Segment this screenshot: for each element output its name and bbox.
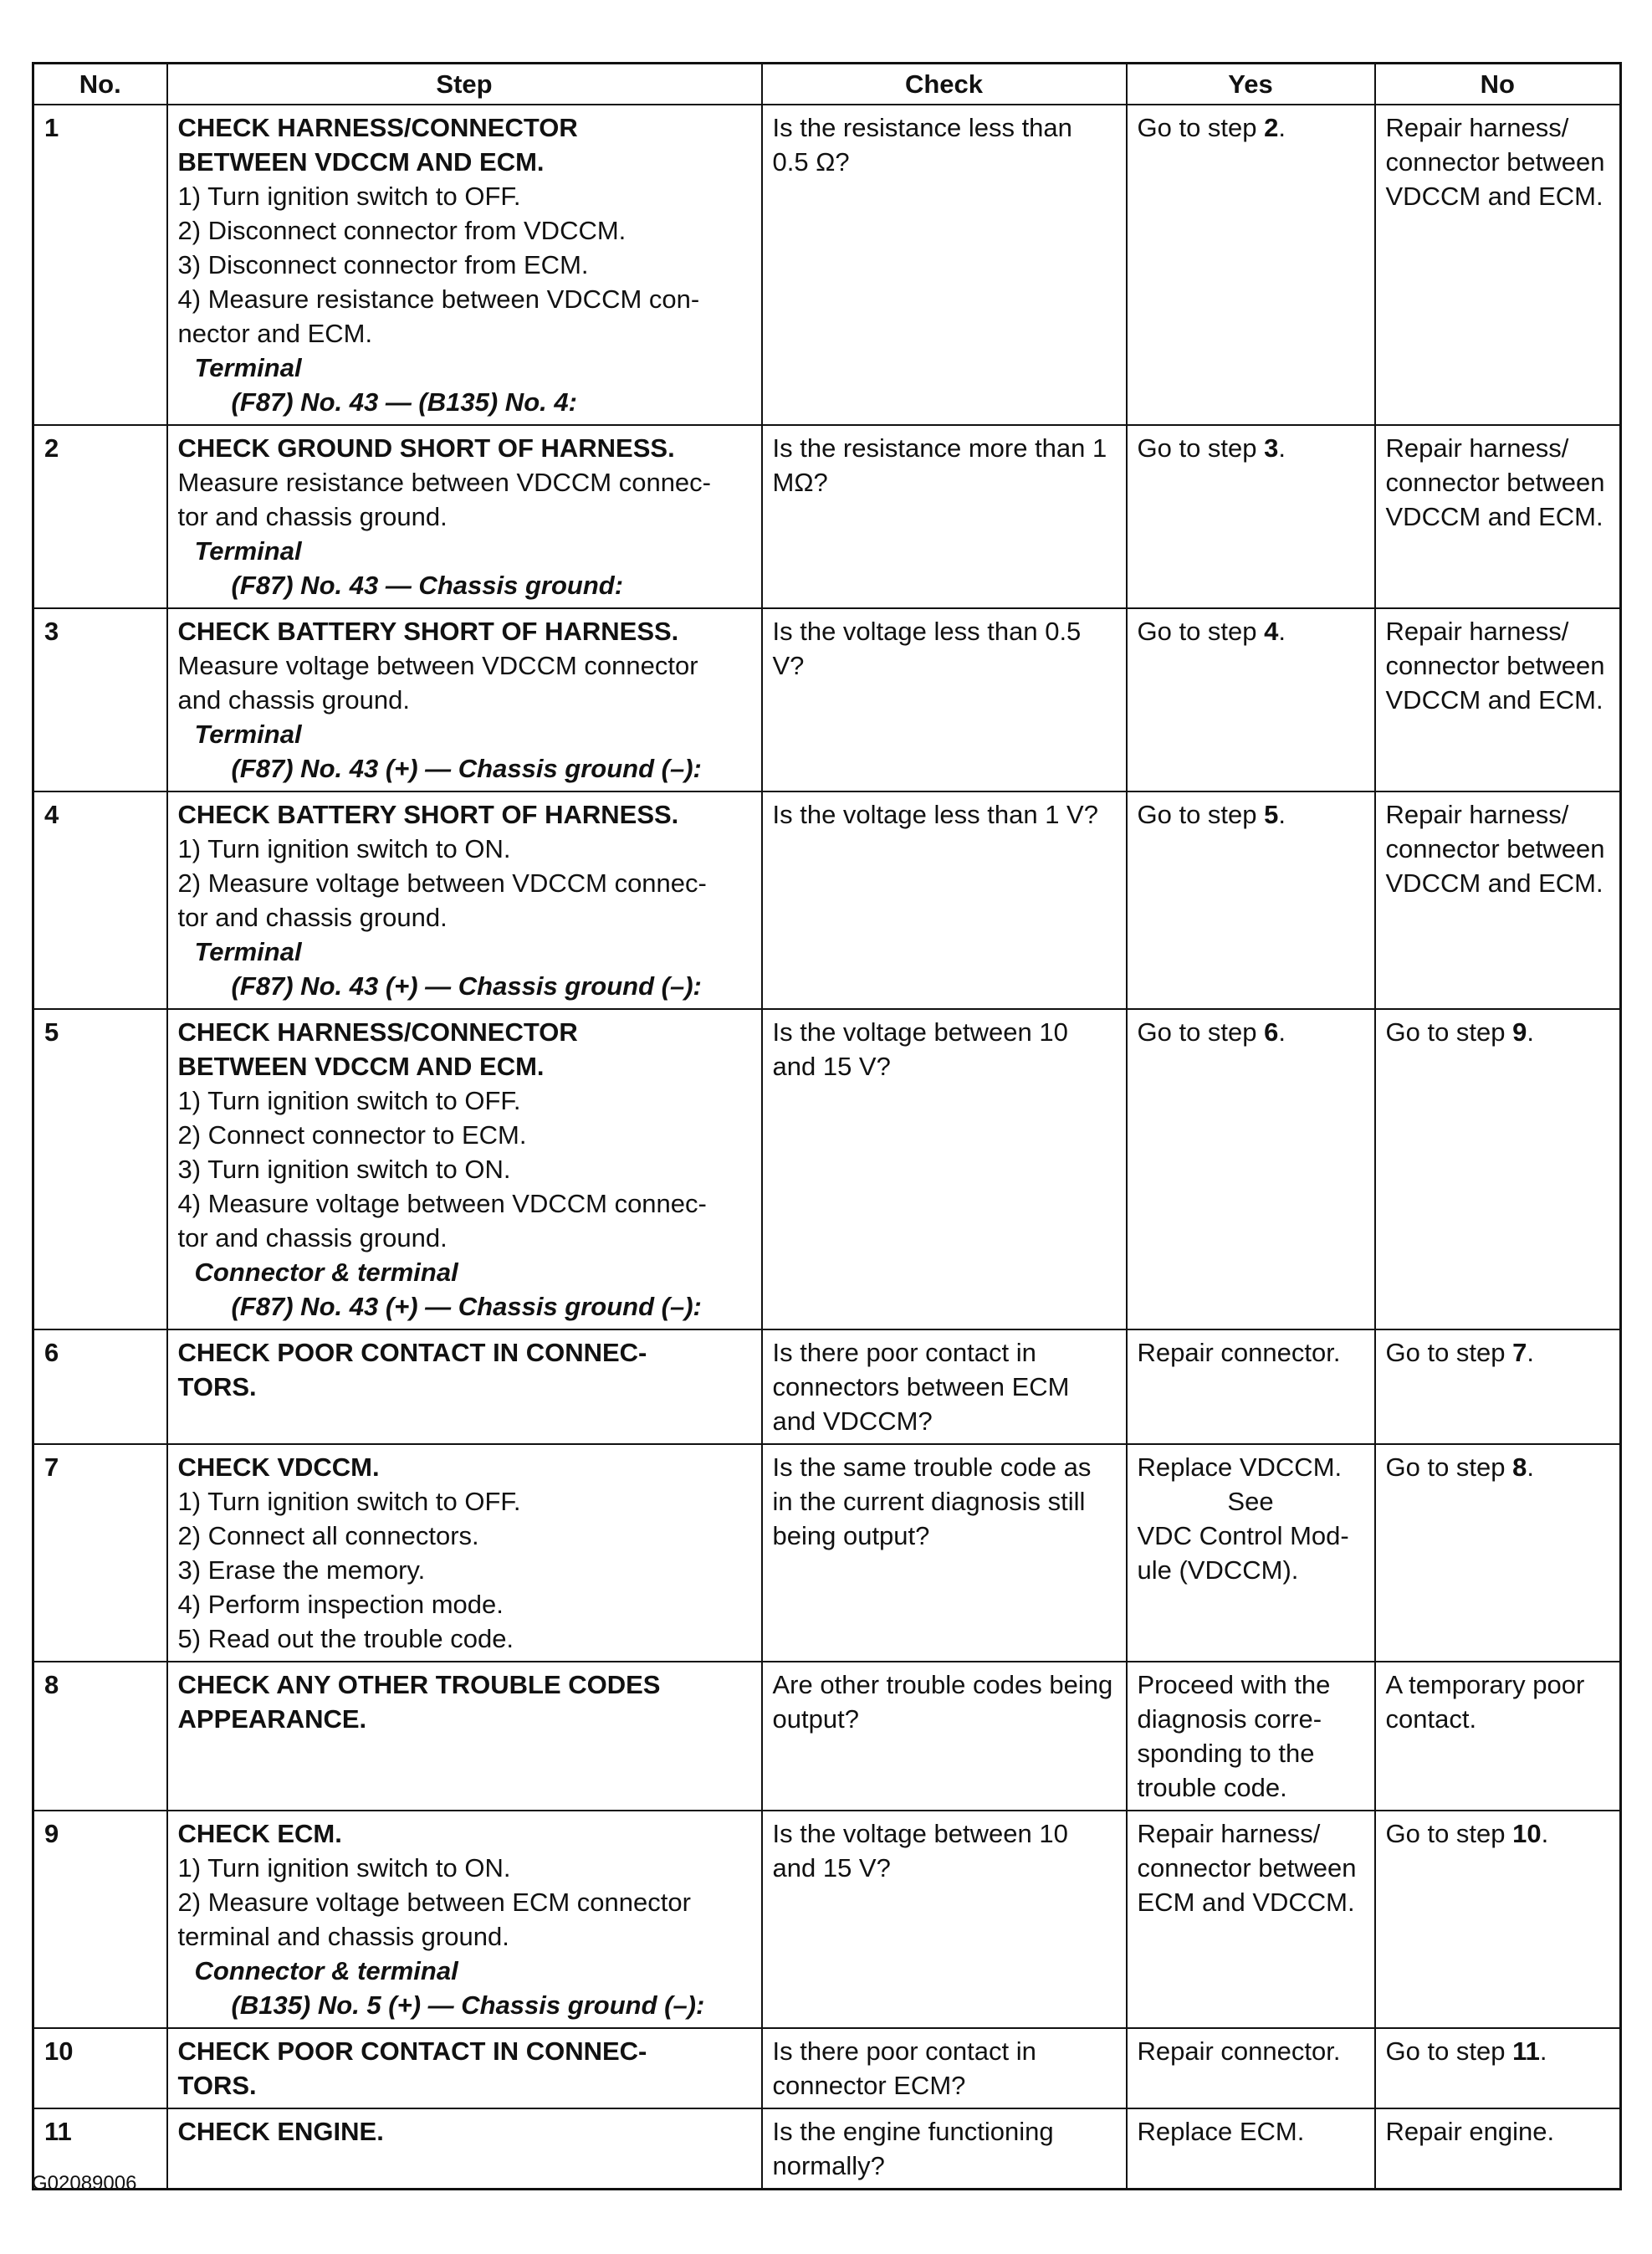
check-cell: Is the voltage between 10 and 15 V?: [762, 1811, 1127, 2028]
no-text: Go to step: [1385, 1819, 1513, 1848]
step-instruction: 2) Connect all connectors.: [177, 1521, 479, 1550]
step-title: TORS.: [177, 1372, 257, 1401]
step-cell: [167, 425, 762, 608]
terminal-value: (F87) No. 43 (+) — Chassis ground (–):: [231, 971, 702, 1001]
step-instruction: 1) Turn ignition switch to OFF.: [177, 1487, 521, 1516]
no-text: A temporary poor contact.: [1385, 1670, 1585, 1734]
no-step-ref: 8: [1512, 1452, 1527, 1482]
check-cell: Is the voltage less than 1 V?: [762, 791, 1127, 1009]
yes-step-ref: 2: [1264, 113, 1279, 142]
no-text-end: .: [1527, 1017, 1535, 1047]
step-cell: [167, 2108, 762, 2190]
step-title: CHECK POOR CONTACT IN CONNEC-: [177, 1338, 647, 1367]
yes-text: Repair connector.: [1137, 2036, 1341, 2066]
step-cell: [167, 1811, 762, 2028]
table-row: [33, 1811, 1621, 2028]
yes-cell: [1127, 2028, 1375, 2108]
no-cell: [1375, 2028, 1621, 2108]
yes-cell: [1127, 1009, 1375, 1329]
table-row: [33, 2108, 1621, 2190]
step-title: CHECK POOR CONTACT IN CONNEC-: [177, 2036, 647, 2066]
step-cell: [167, 1444, 762, 1662]
step-instruction: 4) Perform inspection mode.: [177, 1590, 504, 1619]
terminal-value: (F87) No. 43 (+) — Chassis ground (–):: [231, 754, 702, 783]
check-cell: Is the resistance less than 0.5 Ω?: [762, 105, 1127, 425]
step-title: APPEARANCE.: [177, 1704, 367, 1734]
yes-cell: [1127, 1811, 1375, 2028]
step-instruction: 2) Measure voltage between VDCCM connec-: [177, 868, 707, 898]
yes-text: Repair connector.: [1137, 1338, 1341, 1367]
yes-see: See: [1227, 1487, 1274, 1516]
step-instruction: 4) Measure resistance between VDCCM con-: [177, 284, 700, 314]
step-instruction: 3) Disconnect connector from ECM.: [177, 250, 589, 279]
check-cell: Is there poor contact in connector ECM?: [762, 2028, 1127, 2108]
step-instruction: terminal and chassis ground.: [177, 1922, 509, 1951]
step-cell: [167, 1009, 762, 1329]
yes-step-ref: 5: [1264, 800, 1279, 829]
step-number: 7: [33, 1444, 167, 1662]
table-row: [33, 1009, 1621, 1329]
no-cell: [1375, 1444, 1621, 1662]
step-instruction: 1) Turn ignition switch to OFF.: [177, 182, 521, 211]
yes-text-end: .: [1278, 113, 1286, 142]
step-instruction: 4) Measure voltage between VDCCM connec-: [177, 1189, 707, 1218]
yes-reference: VDC Control Mod- ule (VDCCM).: [1137, 1521, 1349, 1585]
no-cell: [1375, 2108, 1621, 2190]
no-text-end: .: [1541, 1819, 1549, 1848]
step-title: BETWEEN VDCCM AND ECM.: [177, 147, 545, 177]
step-number: 10: [33, 2028, 167, 2108]
step-cell: [167, 791, 762, 1009]
step-instruction: 1) Turn ignition switch to ON.: [177, 1853, 511, 1883]
step-instruction: Measure resistance between VDCCM connec-: [177, 468, 711, 497]
no-cell: [1375, 425, 1621, 608]
check-cell: Is the voltage less than 0.5 V?: [762, 608, 1127, 791]
table-row: [33, 1329, 1621, 1444]
step-instruction: 2) Disconnect connector from VDCCM.: [177, 216, 627, 245]
step-title: TORS.: [177, 2071, 257, 2100]
no-text: Repair harness/ connector between VDCCM and ECM.: [1385, 113, 1605, 211]
terminal-label: Connector & terminal: [194, 1956, 458, 1985]
no-step-ref: 10: [1512, 1819, 1542, 1848]
step-instruction: tor and chassis ground.: [177, 1223, 448, 1253]
yes-text: Go to step: [1137, 800, 1265, 829]
yes-text: Go to step: [1137, 433, 1265, 463]
yes-step-ref: 4: [1264, 617, 1279, 646]
no-text-end: .: [1527, 1338, 1535, 1367]
no-text: Repair engine.: [1385, 2117, 1555, 2146]
step-number: 8: [33, 1662, 167, 1811]
table-row: [33, 608, 1621, 791]
yes-cell: [1127, 608, 1375, 791]
terminal-value: (B135) No. 5 (+) — Chassis ground (–):: [231, 1990, 705, 2020]
yes-text: Repair harness/ connector between ECM and VDCCM.: [1137, 1819, 1357, 1917]
no-step-ref: 11: [1512, 2036, 1540, 2066]
yes-cell: [1127, 1444, 1375, 1662]
terminal-value: (F87) No. 43 — Chassis ground:: [231, 571, 624, 600]
terminal-value: (F87) No. 43 — (B135) No. 4:: [231, 387, 577, 417]
yes-text: Go to step: [1137, 113, 1265, 142]
header-check: Check: [762, 64, 1127, 105]
step-instruction: 5) Read out the trouble code.: [177, 1624, 514, 1653]
step-cell: [167, 2028, 762, 2108]
step-title: CHECK HARNESS/CONNECTOR: [177, 1017, 578, 1047]
step-instruction: 2) Measure voltage between ECM connector: [177, 1888, 691, 1917]
yes-cell: [1127, 1662, 1375, 1811]
check-cell: Is there poor contact in connectors between ECM and VDCCM?: [762, 1329, 1127, 1444]
yes-cell: [1127, 105, 1375, 425]
step-title: CHECK ENGINE.: [177, 2117, 384, 2146]
yes-text-end: .: [1278, 1017, 1286, 1047]
yes-text-end: .: [1278, 433, 1286, 463]
table-row: [33, 2028, 1621, 2108]
table-row: [33, 1444, 1621, 1662]
table-row: [33, 791, 1621, 1009]
table-row: [33, 1662, 1621, 1811]
no-text: Repair harness/ connector between VDCCM and ECM.: [1385, 617, 1605, 715]
check-cell: Is the same trouble code as in the current diagnosis still being output?: [762, 1444, 1127, 1662]
step-instruction: tor and chassis ground.: [177, 903, 448, 932]
terminal-label: Connector & terminal: [194, 1258, 458, 1287]
no-cell: [1375, 1329, 1621, 1444]
no-text: Go to step: [1385, 1017, 1513, 1047]
no-cell: [1375, 105, 1621, 425]
check-cell: Is the resistance more than 1 MΩ?: [762, 425, 1127, 608]
no-cell: [1375, 1811, 1621, 2028]
yes-text-end: .: [1278, 800, 1286, 829]
step-title: CHECK BATTERY SHORT OF HARNESS.: [177, 617, 679, 646]
step-number: 9: [33, 1811, 167, 2028]
header-step: Step: [167, 64, 762, 105]
no-text: Go to step: [1385, 2036, 1513, 2066]
table-row: [33, 105, 1621, 425]
yes-step-ref: 6: [1264, 1017, 1279, 1047]
step-number: 5: [33, 1009, 167, 1329]
no-text: Go to step: [1385, 1338, 1513, 1367]
step-number: 3: [33, 608, 167, 791]
header-no: No.: [33, 64, 167, 105]
yes-cell: [1127, 425, 1375, 608]
step-title: CHECK GROUND SHORT OF HARNESS.: [177, 433, 675, 463]
step-instruction: 2) Connect connector to ECM.: [177, 1120, 527, 1150]
step-title: BETWEEN VDCCM AND ECM.: [177, 1052, 545, 1081]
step-number: 4: [33, 791, 167, 1009]
step-instruction: 1) Turn ignition switch to OFF.: [177, 1086, 521, 1115]
yes-cell: [1127, 2108, 1375, 2190]
step-instruction: 3) Erase the memory.: [177, 1555, 426, 1585]
step-cell: [167, 1662, 762, 1811]
step-title: CHECK BATTERY SHORT OF HARNESS.: [177, 800, 679, 829]
step-cell: [167, 1329, 762, 1444]
yes-cell: [1127, 1329, 1375, 1444]
header-no-result: No: [1375, 64, 1621, 105]
no-step-ref: 7: [1512, 1338, 1527, 1367]
step-number: 6: [33, 1329, 167, 1444]
step-number: 2: [33, 425, 167, 608]
diagnostic-table: [32, 62, 1622, 2190]
no-text: Go to step: [1385, 1452, 1513, 1482]
check-cell: Are other trouble codes being output?: [762, 1662, 1127, 1811]
yes-text: Replace ECM.: [1137, 2117, 1305, 2146]
no-cell: [1375, 791, 1621, 1009]
terminal-value: (F87) No. 43 (+) — Chassis ground (–):: [231, 1292, 702, 1321]
step-title: CHECK VDCCM.: [177, 1452, 380, 1482]
terminal-label: Terminal: [194, 536, 302, 566]
no-text: Repair harness/ connector between VDCCM and ECM.: [1385, 433, 1605, 531]
diagnostic-procedure-document: [32, 62, 1619, 2190]
step-title: CHECK HARNESS/CONNECTOR: [177, 113, 578, 142]
step-number: 1: [33, 105, 167, 425]
no-text-end: .: [1539, 2036, 1547, 2066]
no-cell: [1375, 1662, 1621, 1811]
yes-text: Proceed with the diagnosis corre- sponding to the trouble code.: [1137, 1670, 1331, 1802]
terminal-label: Terminal: [194, 720, 302, 749]
yes-text-end: .: [1278, 617, 1286, 646]
step-instruction: tor and chassis ground.: [177, 502, 448, 531]
check-cell: Is the voltage between 10 and 15 V?: [762, 1009, 1127, 1329]
step-number: 11: [33, 2108, 167, 2190]
yes-cell: [1127, 791, 1375, 1009]
step-instruction: 3) Turn ignition switch to ON.: [177, 1155, 511, 1184]
step-title: CHECK ANY OTHER TROUBLE CODES: [177, 1670, 661, 1699]
header-yes: Yes: [1127, 64, 1375, 105]
no-step-ref: 9: [1512, 1017, 1527, 1047]
table-row: [33, 425, 1621, 608]
step-instruction: and chassis ground.: [177, 685, 410, 715]
terminal-label: Terminal: [194, 937, 302, 966]
no-text: Repair harness/ connector between VDCCM and ECM.: [1385, 800, 1605, 898]
yes-text: Go to step: [1137, 617, 1265, 646]
step-instruction: 1) Turn ignition switch to ON.: [177, 834, 511, 863]
no-cell: [1375, 608, 1621, 791]
step-instruction: Measure voltage between VDCCM connector: [177, 651, 698, 680]
no-cell: [1375, 1009, 1621, 1329]
yes-step-ref: 3: [1264, 433, 1279, 463]
step-cell: [167, 105, 762, 425]
step-instruction: nector and ECM.: [177, 319, 373, 348]
no-text-end: .: [1527, 1452, 1535, 1482]
check-cell: Is the engine functioning normally?: [762, 2108, 1127, 2190]
figure-code: G02089006: [32, 2172, 137, 2195]
yes-text: Go to step: [1137, 1017, 1265, 1047]
terminal-label: Terminal: [194, 353, 302, 382]
step-title: CHECK ECM.: [177, 1819, 342, 1848]
yes-text: Replace VDCCM.: [1137, 1452, 1343, 1482]
table-header-row: [33, 64, 1621, 105]
step-cell: [167, 608, 762, 791]
